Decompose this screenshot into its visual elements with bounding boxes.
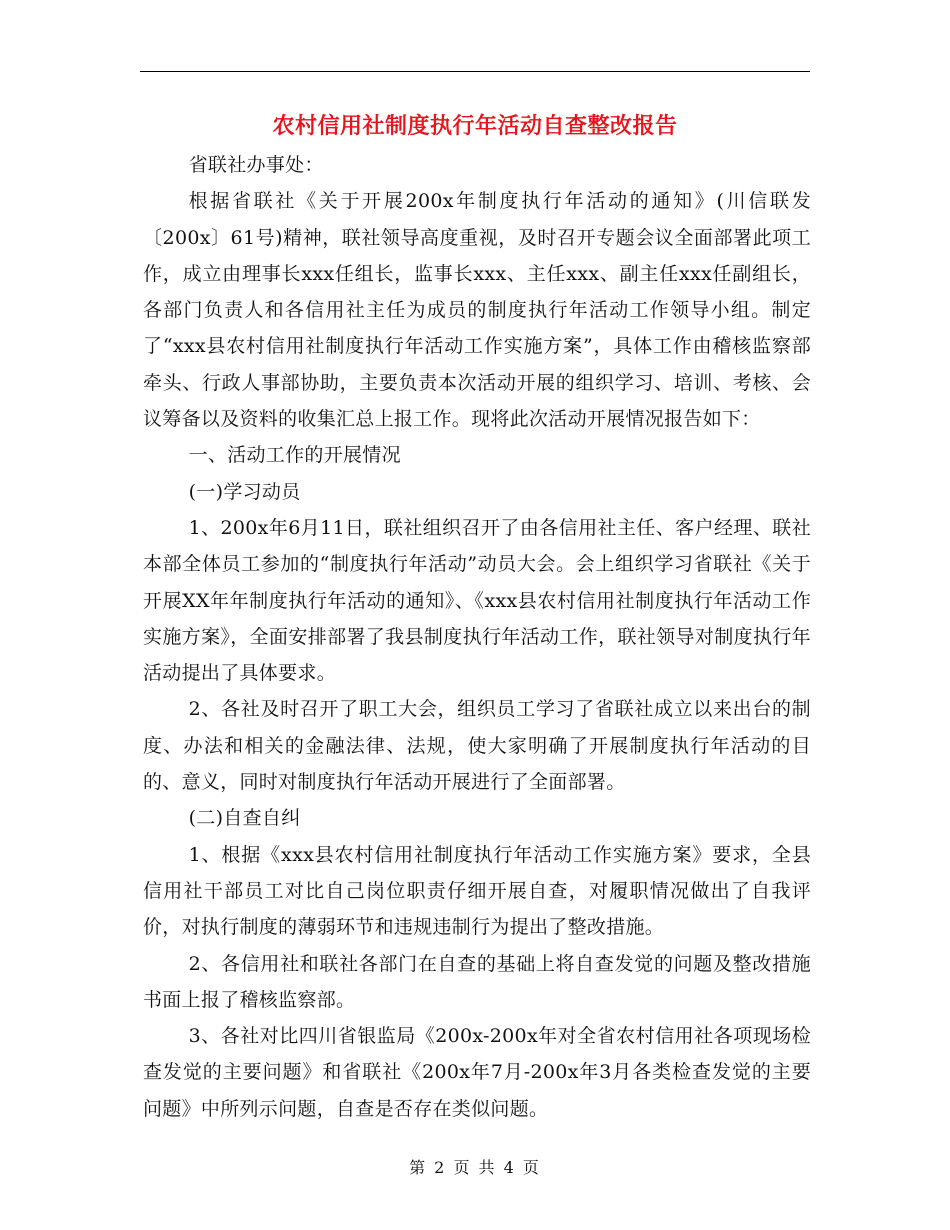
section-heading-1: 一、活动工作的开展情况 xyxy=(188,444,401,467)
subsection-heading-1: (一)学习动员 xyxy=(188,480,301,503)
paragraph-2-2: 2、各信用社和联社各部门在自查的基础上将自查发觉的问题及整改措施书面上报了稽核监察部。 xyxy=(143,952,811,1011)
paragraph-2-1: 1、根据《xxx县农村信用社制度执行年活动工作实施方案》要求，全县信用社干部员工对比自己岗位职责仔细开展自查，对履职情况做出了自我评价，对执行制度的薄弱环节和违规违制行为提出了整改措施。 xyxy=(143,843,811,939)
subsection-heading-2: (二)自查自纠 xyxy=(188,807,301,830)
paragraph-intro: 根据省联社《关于开展200x年制度执行年活动的通知》(川信联发〔200x〕61号)精神，联社领导高度重视，及时召开专题会议全面部署此项工作，成立由理事长xxx任组长，监事长xxx、主任xxx、副主任xxx任副组长，各部门负责人和各信用社主任为成员的制度执行年活动工作领导小组。制定了“xxx县农村信用社制度执行年活动工作实施方案”，具体工作由稽核监察部牵头、行政人事部协助，主要负责本次活动开展的组织学习、培训、考核、会议筹备以及资料的收集汇总上报工作。现将此次活动开展情况报告如下： xyxy=(143,190,811,431)
paragraph-1-2: 2、各社及时召开了职工大会，组织员工学习了省联社成立以来出台的制度、办法和相关的金融法律、法规，使大家明确了开展制度执行年活动的目的、意义，同时对制度执行年活动开展进行了全面部署。 xyxy=(143,698,811,794)
paragraph-2-3: 3、各社对比四川省银监局《200x-200x年对全省农村信用社各项现场检查发觉的主要问题》和省联社《200x年7月-200x年3月各类检查发觉的主要问题》中所列示问题，自查是否存在类似问题。 xyxy=(143,1025,811,1120)
document-body xyxy=(143,147,811,1127)
header-rule xyxy=(140,71,810,72)
paragraph-1-1: 1、200x年6月11日，联社组织召开了由各信用社主任、客户经理、联社本部全体员工参加的“制度执行年活动”动员大会。会上组织学习省联社《关于开展XX年年制度执行年活动的通知》、《xxx县农村信用社制度执行年活动工作实施方案》，全面安排部署了我县制度执行年活动工作，联社领导对制度执行年活动提出了具体要求。 xyxy=(143,516,811,685)
document-title: 农村信用社制度执行年活动自查整改报告 xyxy=(272,113,678,139)
page-number-footer: 第 2 页 共 4 页 xyxy=(409,1158,541,1177)
salutation: 省联社办事处： xyxy=(188,154,324,176)
